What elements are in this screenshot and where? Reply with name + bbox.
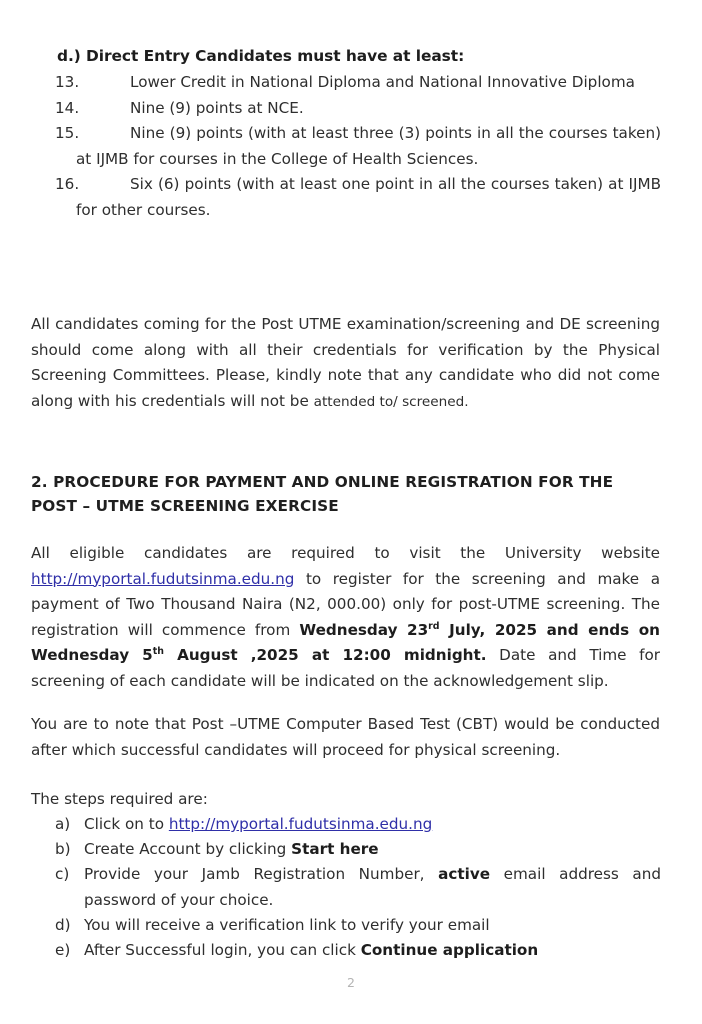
list-item-number: 15. bbox=[55, 124, 80, 142]
list-item-letter: a) bbox=[55, 815, 71, 833]
list-item bbox=[55, 70, 661, 96]
list-item-letter: c) bbox=[55, 865, 70, 884]
credentials-paragraph bbox=[31, 312, 660, 415]
page-number: 2 bbox=[347, 975, 355, 990]
start-date-remainder: July, 2025 and ends on Wednesday 5 bbox=[31, 620, 660, 664]
list-item bbox=[55, 913, 661, 938]
step-b-pre: Create Account by clicking bbox=[84, 840, 292, 859]
list-item-text bbox=[84, 837, 661, 862]
steps-intro-block bbox=[31, 787, 660, 813]
cbt-paragraph: You are to note that Post –UTME Computer Based Test (CBT) would be conducted after which successful candidates will proceed for physical screening. bbox=[31, 715, 660, 759]
step-a-pre: Click on to bbox=[84, 815, 169, 833]
start-date-ordinal-suffix: rd bbox=[428, 620, 440, 632]
list-item-letter: b) bbox=[55, 840, 71, 859]
list-item-letter: e) bbox=[55, 941, 71, 960]
list-item-text bbox=[84, 862, 661, 912]
section-two-heading-block bbox=[31, 470, 660, 518]
list-item-text bbox=[84, 938, 661, 963]
list-item-letter: d) bbox=[55, 915, 71, 934]
list-item-text: Nine (9) points (with at least three (3) points in all the courses taken) at IJMB for courses in the College of Health Sciences. bbox=[76, 124, 661, 168]
registration-tail-text: Date and Time for screening of each candidate will be indicated on the acknowledgement slip. bbox=[31, 646, 661, 690]
direct-entry-list bbox=[55, 70, 661, 223]
cbt-paragraph-block bbox=[31, 712, 660, 763]
registration-lead-text: All eligible candidates are required to visit the University website bbox=[31, 544, 660, 562]
list-item bbox=[55, 172, 661, 223]
list-item-number: 13. bbox=[55, 73, 80, 91]
portal-url-link[interactable]: http://myportal.fudutsinma.edu.ng bbox=[31, 569, 295, 588]
steps-list bbox=[55, 812, 661, 963]
list-item-number: 14. bbox=[55, 98, 80, 117]
step-c-pre: Provide your Jamb Registration Number, bbox=[84, 865, 439, 884]
start-here-label[interactable]: Start here bbox=[291, 840, 379, 859]
active-emphasis: active bbox=[438, 865, 491, 884]
start-date-text: Wednesday 23 bbox=[299, 620, 429, 639]
list-item bbox=[55, 837, 661, 862]
steps-intro: The steps required are: bbox=[31, 790, 208, 808]
end-date-remainder: August ,2025 at 12:00 midnight. bbox=[163, 646, 487, 664]
list-item-text: Lower Credit in National Diploma and National Innovative Diploma bbox=[130, 73, 635, 91]
registration-after-url-text: to register for the screening and make a payment of Two Thousand Naira (N2, 000.00) only for post-UTME screening. The registration will commence from bbox=[31, 569, 660, 639]
list-item bbox=[55, 862, 661, 912]
list-item bbox=[55, 96, 661, 122]
list-item-text: You will receive a verification link to verify your email bbox=[84, 915, 490, 934]
section-two-paragraph-block bbox=[31, 541, 660, 694]
list-item bbox=[55, 938, 661, 963]
list-item bbox=[55, 812, 661, 837]
credentials-paragraph-main: All candidates coming for the Post UTME examination/screening and DE screening should come along with all their credentials for verification by the Physical Screening Committees. Please, kindly note that any candidate who did not come along with his credentials will not be bbox=[31, 315, 660, 410]
section-two-paragraph bbox=[31, 541, 660, 694]
portal-url-link-step[interactable]: http://myportal.fudutsinma.edu.ng bbox=[168, 815, 433, 833]
list-item-number: 16. bbox=[55, 175, 80, 193]
step-c-post: email address and password of your choice. bbox=[84, 865, 661, 909]
list-item bbox=[55, 121, 661, 172]
end-date-ordinal-suffix: th bbox=[152, 645, 164, 657]
direct-entry-heading: d.) Direct Entry Candidates must have at least: bbox=[57, 47, 465, 65]
step-e-pre: After Successful login, you can click bbox=[84, 941, 361, 960]
list-item-text bbox=[84, 812, 661, 837]
list-item-text: Six (6) points (with at least one point in all the courses taken) at IJMB for other courses. bbox=[76, 175, 661, 219]
section-two-heading: 2. PROCEDURE FOR PAYMENT AND ONLINE REGISTRATION FOR THE POST – UTME SCREENING EXERCISE bbox=[31, 473, 614, 515]
list-item-text: Nine (9) points at NCE. bbox=[130, 98, 304, 117]
credentials-paragraph-block bbox=[31, 312, 660, 415]
continue-application-label[interactable]: Continue application bbox=[360, 941, 539, 960]
credentials-paragraph-tail: attended to/ screened. bbox=[313, 393, 469, 410]
